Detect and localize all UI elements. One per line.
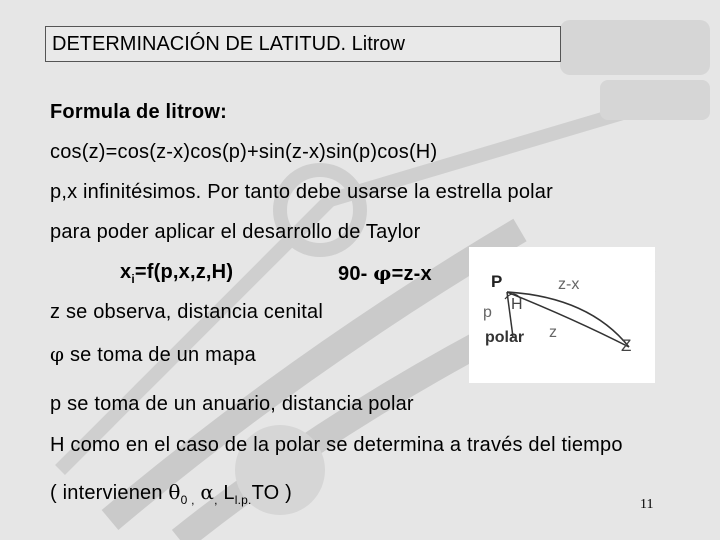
sep-2: ,	[214, 493, 218, 507]
label-z: z	[549, 324, 557, 341]
paragraph-line-1: p,x infinitésimos. Por tanto debe usarse la estrella polar	[50, 181, 553, 203]
label-Z: Z	[621, 336, 632, 355]
sep-1: ,	[187, 493, 195, 507]
theta-symbol: θ	[168, 480, 181, 504]
label-P: P	[491, 272, 503, 291]
diagram-arc-inner	[507, 292, 629, 347]
label-polar: polar	[485, 329, 525, 346]
page-number: 11	[640, 497, 654, 512]
polar-diagram	[469, 247, 655, 383]
phi-line	[50, 342, 256, 367]
phi-line-symbol: φ	[50, 342, 65, 366]
polar-diagram-svg	[469, 247, 655, 383]
equation-xi-rhs: =f(p,x,z,H)	[134, 261, 234, 283]
equation-xi-var: x	[120, 261, 132, 283]
phi-symbol: φ	[373, 261, 392, 285]
l-sub: l.p.	[234, 493, 252, 507]
theta-sub: 0	[180, 493, 188, 507]
litrow-formula: cos(z)=cos(z-x)cos(p)+sin(z-x)sin(p)cos(H)	[50, 141, 438, 163]
label-z-x: z-x	[558, 276, 580, 293]
to-text: TO )	[251, 482, 292, 504]
polar-distance-line: p se toma de un anuario, distancia polar	[50, 393, 414, 415]
label-H: H	[511, 296, 523, 313]
hour-angle-line: H como en el caso de la polar se determina a través del tiempo	[50, 434, 623, 456]
alpha-symbol: α	[200, 480, 215, 504]
formula-heading: Formula de litrow:	[50, 101, 227, 123]
equation-phi-rhs: =z-x	[391, 263, 432, 285]
title-box	[45, 26, 561, 62]
l-text: L	[217, 482, 235, 504]
equation-xi-sub: i	[131, 272, 135, 286]
paragraph-line-2: para poder aplicar el desarrollo de Taylor	[50, 221, 421, 243]
open-text: ( intervienen	[50, 482, 169, 504]
intervening-quantities-line	[50, 480, 292, 507]
slide-title: DETERMINACIÓN DE LATITUD. Litrow	[52, 33, 405, 55]
equation-xi	[120, 261, 233, 286]
equation-phi	[338, 261, 432, 286]
equation-phi-lhs: 90-	[338, 263, 374, 285]
zenith-distance-line: z se observa, distancia cenital	[50, 301, 324, 323]
phi-line-text: se toma de un mapa	[64, 344, 256, 366]
label-p: p	[483, 304, 492, 321]
